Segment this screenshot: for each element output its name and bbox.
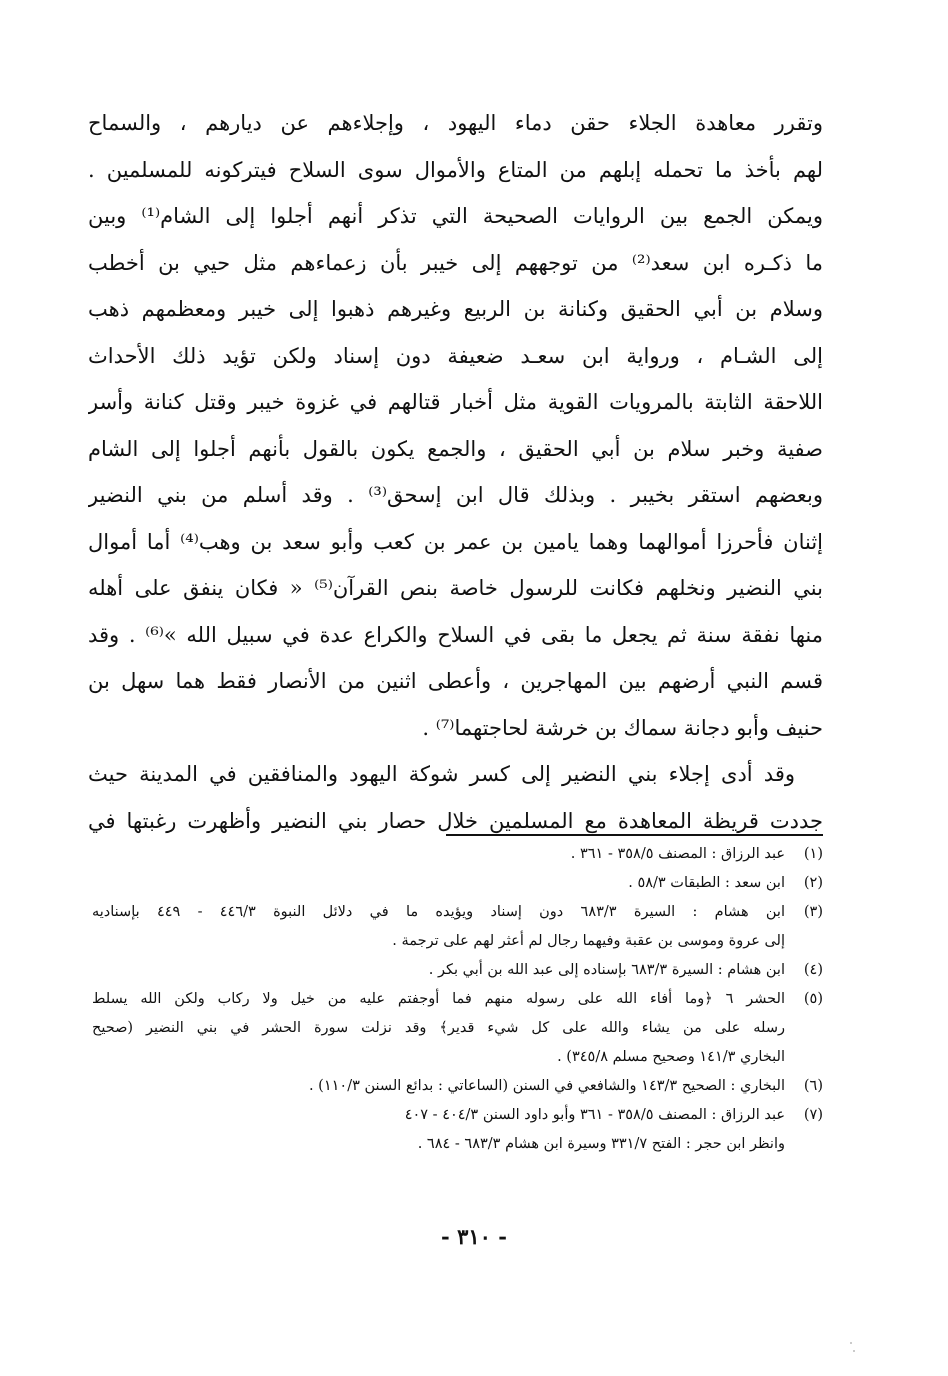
scan-speck bbox=[853, 1350, 855, 1352]
footnote-text: إلى عروة وموسى بن عقبة وفيهما رجال لم أعثر لهم على ترجمة . bbox=[392, 933, 785, 949]
footnote-separator bbox=[446, 834, 823, 836]
text-line: وبعضهم استقر بخيبر . وبذلك قال ابن إسحق⁽³⁾ . وقد أسلم من بني النضير bbox=[88, 483, 823, 507]
text-line: اللاحقة الثابتة بالمرويات القوية مثل أخبار قتالهم في غزوة خيبر وقتل كنانة وأسر bbox=[88, 390, 823, 414]
footnote-text: ابن هشام : السيرة ٦٨٣/٣ دون إسناد ويؤيده ما في دلائل النبوة ٤٤٦/٣ - ٤٤٩ بإسناديه bbox=[92, 904, 785, 920]
footnote-number: (٥) bbox=[803, 991, 823, 1007]
footnote-text: ابن هشام : السيرة ٦٨٣/٣ بإسناده إلى عبد الله بن أبي بكر . bbox=[428, 962, 785, 978]
footnote-4 bbox=[92, 956, 823, 985]
text-line: إلى الشـام ، ورواية ابن سعـد ضعيفة دون إسناد ولكن تؤيد ذلك الأحداث bbox=[88, 343, 823, 368]
main-text bbox=[88, 100, 823, 844]
text-line: ما ذكـره ابن سعد⁽²⁾ من توجههم إلى خيبر بأن زعماءهم مثل حيي بن أخطب bbox=[88, 250, 823, 275]
footnote-number: (٢) bbox=[803, 875, 823, 891]
footnote-text: رسله على من يشاء والله على كل شيء قدير﴾ وقد نزلت سورة الحشر في بني النضير (صحيح bbox=[92, 1020, 785, 1036]
footnote-6 bbox=[92, 1072, 823, 1101]
footnote-text: ابن سعد : الطبقات ٥٨/٣ . bbox=[628, 875, 785, 891]
footnote-text: عبد الرزاق : المصنف ٣٥٨/٥ - ٣٦١ . bbox=[570, 846, 785, 862]
text-line: وقد أدى إجلاء بني النضير إلى كسر شوكة اليهود والمنافقين في المدينة حيث bbox=[88, 762, 795, 786]
footnote-text: عبد الرزاق : المصنف ٣٥٨/٥ - ٣٦١ وأبو داود السنن ٤٠٤/٣ - ٤٠٧ bbox=[404, 1107, 785, 1123]
text-line: حنيف وأبو دجانة سماك بن خرشة لحاجتهما⁽⁷⁾ . bbox=[422, 715, 823, 740]
footnote-text: الحشر ٦ ﴿وما أفاء الله على رسوله منهم فما أوجفتم عليه من خيل ولا ركاب ولكن الله يسلط bbox=[92, 991, 785, 1007]
footnote-text: البخاري ١٤١/٣ وصحيح مسلم ٣٤٥/٨) . bbox=[557, 1049, 785, 1065]
footnote-number: (٦) bbox=[803, 1078, 823, 1094]
footnote-number: (٧) bbox=[803, 1107, 823, 1123]
footnote-number: (١) bbox=[803, 846, 823, 862]
footnote-text: البخاري : الصحيح ١٤٣/٣ والشافعي في السنن (الساعاتي : بدائع السنن ١١٠/٣) . bbox=[308, 1078, 785, 1094]
text-line: جددت قريظة المعاهدة مع المسلمين خلال حصار بني النضير وأظهرت رغبتها في bbox=[88, 808, 823, 833]
footnote-1 bbox=[92, 840, 823, 869]
scan-speck bbox=[850, 1342, 852, 1344]
footnote-number: (٣) bbox=[803, 904, 823, 920]
text-line: قسم النبي أرضهم بين المهاجرين ، وأعطى اثنين من الأنصار فقط هما سهل بن bbox=[88, 669, 823, 693]
footnote-number: (٤) bbox=[803, 962, 823, 978]
text-line: وسلام بن أبي الحقيق وكنانة بن الربيع وغيرهم ذهبوا إلى خيبر ومعظمهم ذهب bbox=[88, 297, 823, 321]
footnotes bbox=[92, 840, 823, 1159]
text-line: منها نفقة سنة ثم يجعل ما بقى في السلاح والكراع عدة في سبيل الله »⁽⁶⁾ . وقد bbox=[88, 622, 823, 647]
text-line: صفية وخبر سلام بن أبي الحقيق ، والجمع يكون بالقول بأنهم أجلوا إلى الشام bbox=[88, 436, 823, 461]
text-line: وتقرر معاهدة الجلاء حقن دماء اليهود ، وإجلاءهم عن ديارهم ، والسماح bbox=[88, 111, 823, 135]
text-line: إثنان فأحرزا أموالهما وهما يامين بن عمر بن كعب وأبو سعد بن وهب⁽⁴⁾ أما أموال bbox=[88, 529, 823, 554]
text-line: بني النضير ونخلهم فكانت للرسول خاصة بنص القرآن⁽⁵⁾ « فكان ينفق على أهله bbox=[88, 576, 823, 600]
footnote-7 bbox=[92, 1101, 823, 1159]
footnote-3 bbox=[92, 898, 823, 956]
footnote-2 bbox=[92, 869, 823, 898]
footnote-text: وانظر ابن حجر : الفتح ٣٣١/٧ وسيرة ابن هشام ٦٨٣/٣ - ٦٨٤ . bbox=[417, 1136, 785, 1152]
page-number: - ٣١٠ - bbox=[441, 1224, 507, 1249]
text-line: ويمكن الجمع بين الروايات الصحيحة التي تذكر أنهم أجلوا إلى الشام⁽¹⁾ وبين bbox=[88, 204, 823, 228]
text-line: لهم بأخذ ما تحمله إبلهم من المتاع والأموال سوى السلاح فيتركونه للمسلمين . bbox=[88, 157, 823, 182]
footnote-5 bbox=[92, 985, 823, 1072]
